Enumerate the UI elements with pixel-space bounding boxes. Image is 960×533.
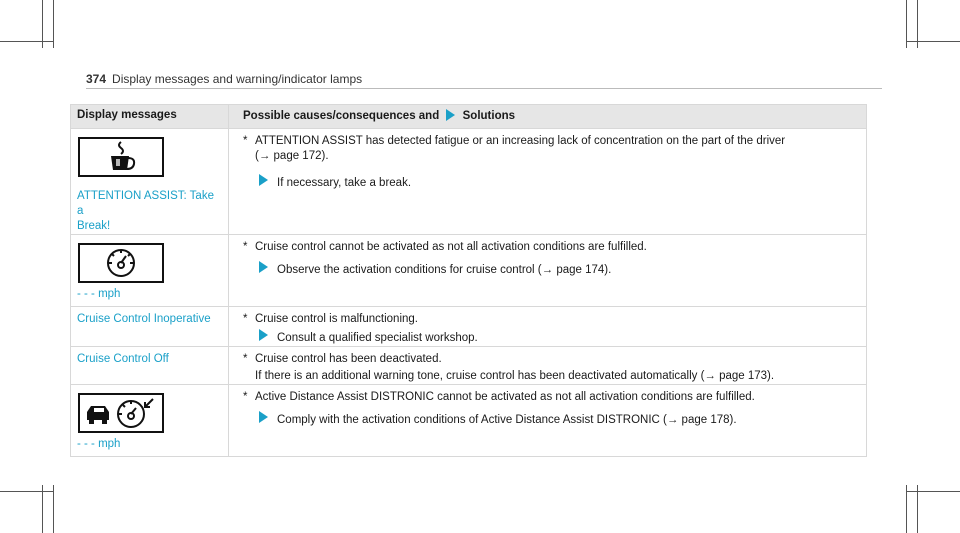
column-header-messages: Display messages <box>71 105 229 128</box>
cause-cell <box>229 235 866 306</box>
cause-text: ATTENTION ASSIST has detected fatigue or an increasing lack of concentration on the part of the driver <box>255 135 786 147</box>
solution-step: Comply with the activation conditions of Active Distance Assist DISTRONIC (→ page 178). <box>255 411 858 428</box>
crop-mark <box>0 491 53 492</box>
cause-text: Active Distance Assist DISTRONIC cannot be activated as not all activation conditions are fulfilled. <box>255 391 755 403</box>
table-header-row <box>71 105 866 129</box>
page-number: 374 <box>86 72 107 86</box>
crop-mark <box>906 41 960 42</box>
page-header <box>86 72 362 86</box>
speedometer-icon <box>78 243 164 283</box>
cause-text: Cruise control cannot be activated as not all activation conditions are fulfilled. <box>255 241 647 253</box>
cause-cell <box>229 385 866 456</box>
footnote-marker: * <box>243 391 248 403</box>
crop-mark <box>53 0 54 48</box>
message-text: ATTENTION ASSIST: Take a Break! <box>77 190 214 232</box>
crop-mark <box>53 485 54 533</box>
cause-cell <box>229 129 866 234</box>
messages-table <box>70 104 867 457</box>
message-cell <box>71 307 229 346</box>
header-divider <box>86 88 882 89</box>
crop-mark <box>906 485 907 533</box>
cause-cell <box>229 307 866 346</box>
message-text: Cruise Control Inoperative <box>77 313 211 325</box>
cause-text: Cruise control is malfunctioning. <box>255 313 418 325</box>
table-row <box>71 385 866 457</box>
solution-step: If necessary, take a break. <box>255 174 858 191</box>
message-cell <box>71 385 229 456</box>
arrow-right-icon <box>259 174 268 186</box>
footnote-marker: * <box>243 135 248 147</box>
arrow-right-icon <box>259 411 268 423</box>
table-row <box>71 347 866 385</box>
cause-page-ref: (→ page 172). <box>255 150 329 162</box>
arrow-right-icon <box>259 329 268 341</box>
page-title: Display messages and warning/indicator lamps <box>112 72 363 86</box>
crop-mark <box>42 485 43 533</box>
arrow-right-icon <box>259 261 268 273</box>
message-cell <box>71 129 229 234</box>
cause-cell <box>229 347 866 384</box>
cause-text: Cruise control has been deactivated. <box>255 353 442 365</box>
footnote-marker: * <box>243 241 248 253</box>
crop-mark <box>906 491 960 492</box>
column-header-causes: Possible causes/consequences and Solutions <box>243 110 516 122</box>
coffee-cup-icon <box>78 137 164 177</box>
table-row <box>71 235 866 307</box>
footnote-marker: * <box>243 313 248 325</box>
message-cell <box>71 347 229 384</box>
message-text: Cruise Control Off <box>77 353 169 365</box>
message-text: - - - mph <box>77 288 121 300</box>
message-cell <box>71 235 229 306</box>
crop-mark <box>906 0 907 48</box>
message-text: - - - mph <box>77 438 121 450</box>
note-text: If there is an additional warning tone, cruise control has been deactivated automatically (→ page 173). <box>255 370 775 382</box>
crop-mark <box>917 485 918 533</box>
table-row <box>71 307 866 347</box>
solution-step: Observe the activation conditions for cruise control (→ page 174). <box>255 261 858 278</box>
arrow-right-icon <box>446 109 455 121</box>
distronic-icon <box>78 393 164 433</box>
table-row <box>71 129 866 235</box>
footnote-marker: * <box>243 353 248 365</box>
solution-step: Consult a qualified specialist workshop. <box>255 329 858 346</box>
crop-mark <box>0 41 53 42</box>
